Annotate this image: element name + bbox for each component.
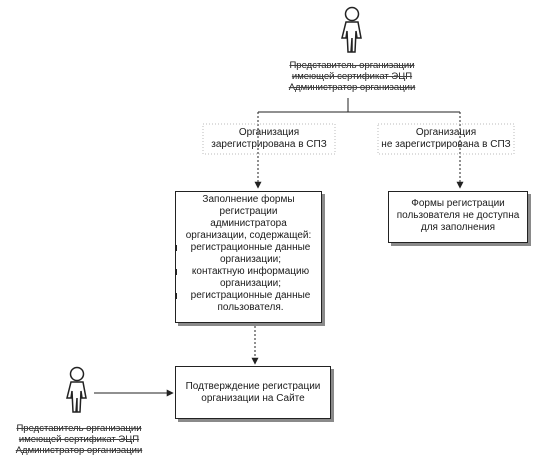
condition-registered-label [203, 127, 335, 151]
form-unavailable-line-3: для заполнения [420, 222, 496, 233]
condition-not-registered-label [378, 127, 514, 151]
condition-not-registered-line-2: не зарегистрирована в СПЗ [381, 139, 511, 150]
top-actor-line-2: имеющей сертификат ЭЦП [291, 71, 413, 82]
bottom-actor-line-1: Представитель организации [16, 423, 142, 434]
condition-registered-line-1: Организация [238, 127, 300, 138]
form-unavailable-line-2: пользователя не доступна [396, 210, 520, 221]
confirm-line-2: организации на Сайте [201, 393, 305, 404]
fill-form-item: контактную информацию организации; [178, 266, 321, 290]
form-unavailable-box [388, 191, 528, 243]
fill-form-head-2: регистрации [219, 206, 278, 217]
bottom-actor-icon [67, 368, 86, 413]
fill-form-items [176, 242, 321, 314]
top-actor-line-1: Представитель организации [289, 60, 415, 71]
top-actor-caption [262, 60, 442, 93]
fill-form-box [175, 191, 322, 323]
bottom-actor-line-2: имеющей сертификат ЭЦП [18, 434, 140, 445]
fill-form-head-1: Заполнение формы [202, 194, 295, 205]
form-unavailable-line-1: Формы регистрации [411, 198, 505, 209]
fill-form-item: регистрационные данные пользователя. [178, 290, 321, 314]
fill-form-head-3: администратора [210, 218, 287, 229]
top-actor-icon [342, 8, 361, 53]
bottom-actor-caption [0, 423, 158, 456]
condition-registered-line-2: зарегистрирована в СПЗ [211, 139, 327, 150]
confirm-line-1: Подтверждение регистрации [185, 381, 321, 392]
fill-form-head-4: организации, содержащей: [185, 230, 312, 241]
fill-form-item: регистрационные данные организации; [178, 242, 321, 266]
bottom-actor-line-3: Администратор организации [15, 445, 143, 456]
confirm-registration-box [175, 366, 331, 419]
condition-not-registered-line-1: Организация [415, 127, 477, 138]
top-actor-line-3: Администратор организации [288, 82, 416, 93]
